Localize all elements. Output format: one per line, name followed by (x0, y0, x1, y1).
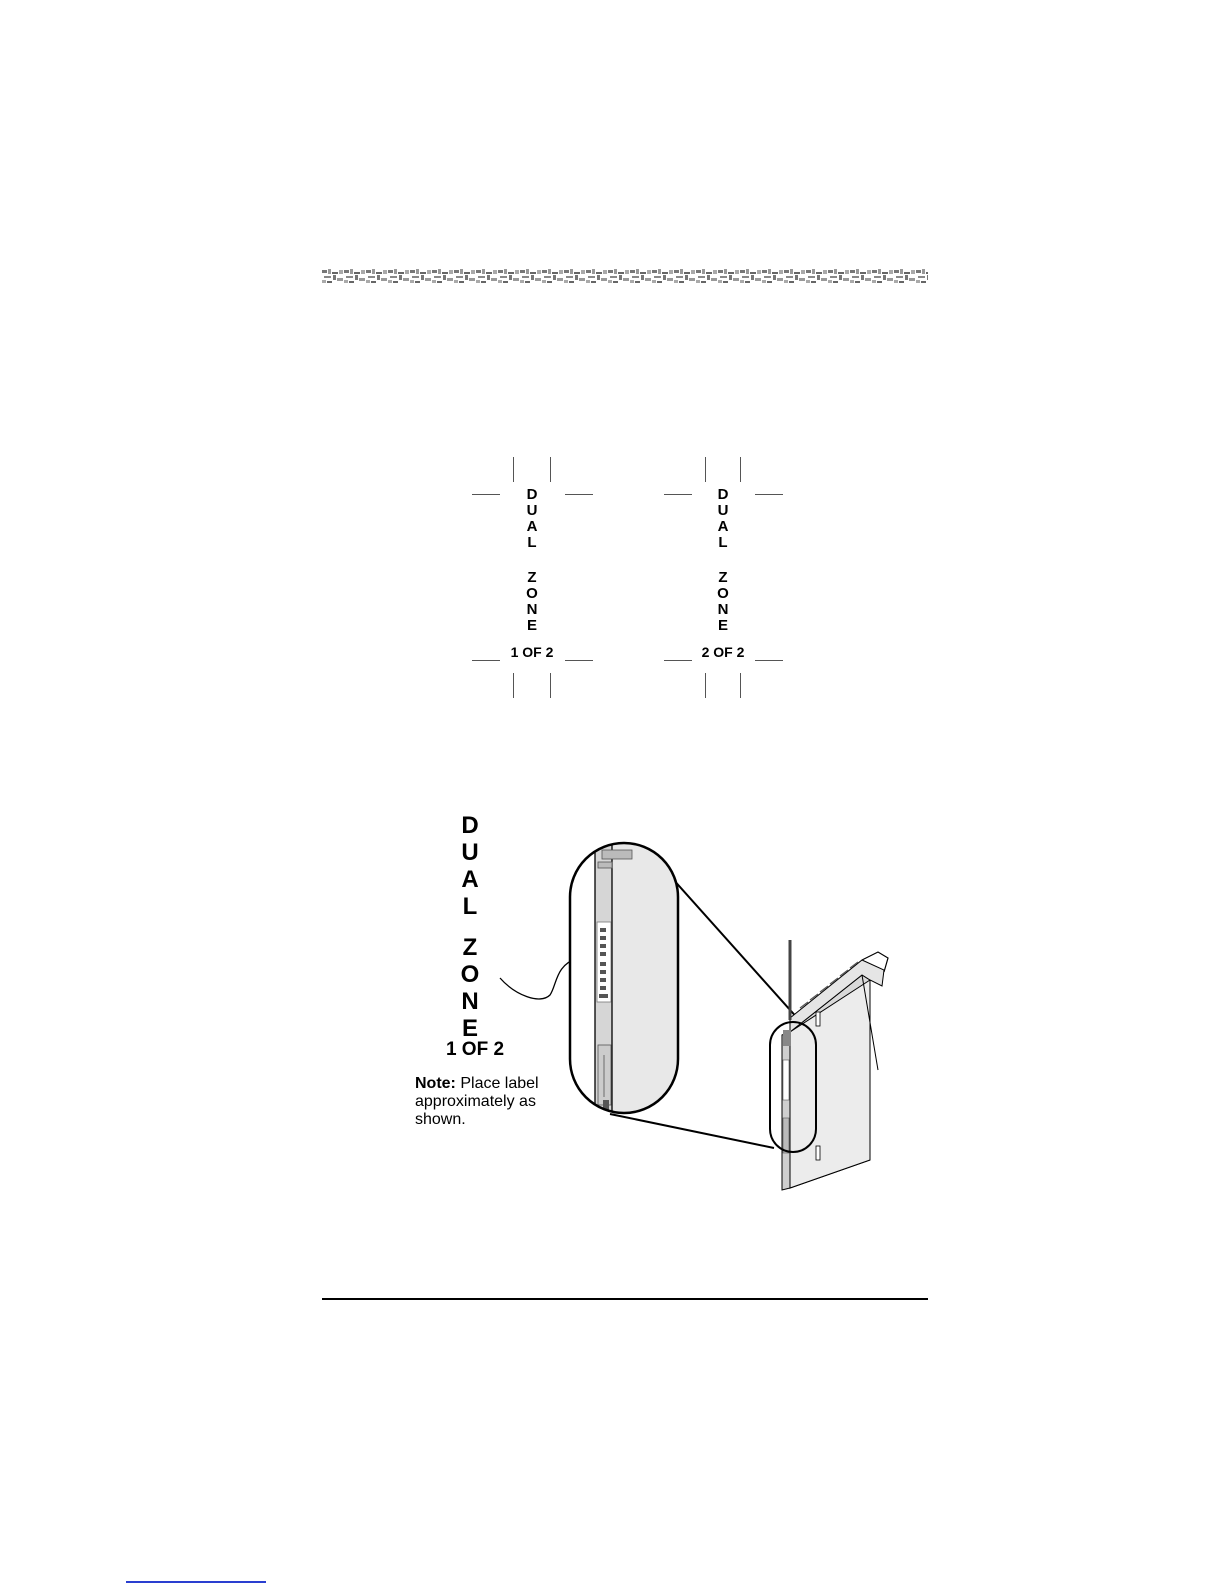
label-2-count: 2 OF 2 (701, 644, 745, 660)
label-1-count: 1 OF 2 (510, 644, 554, 660)
enlarged-label-text: D U A L Z O N E (460, 812, 480, 1042)
vertical-label-text: D U A L Z O N E (717, 486, 729, 634)
vertical-label-text: D U A L Z O N E (526, 486, 538, 634)
module-illustration (490, 830, 910, 1200)
note-text: Place label approximately as shown. (415, 1075, 539, 1128)
header-pattern-band (322, 268, 928, 284)
corner-link-underline (126, 1581, 266, 1583)
footer-rule (322, 1298, 928, 1300)
enlarged-label-count: 1 OF 2 (445, 1039, 505, 1060)
note-heading: Note: (415, 1075, 456, 1092)
